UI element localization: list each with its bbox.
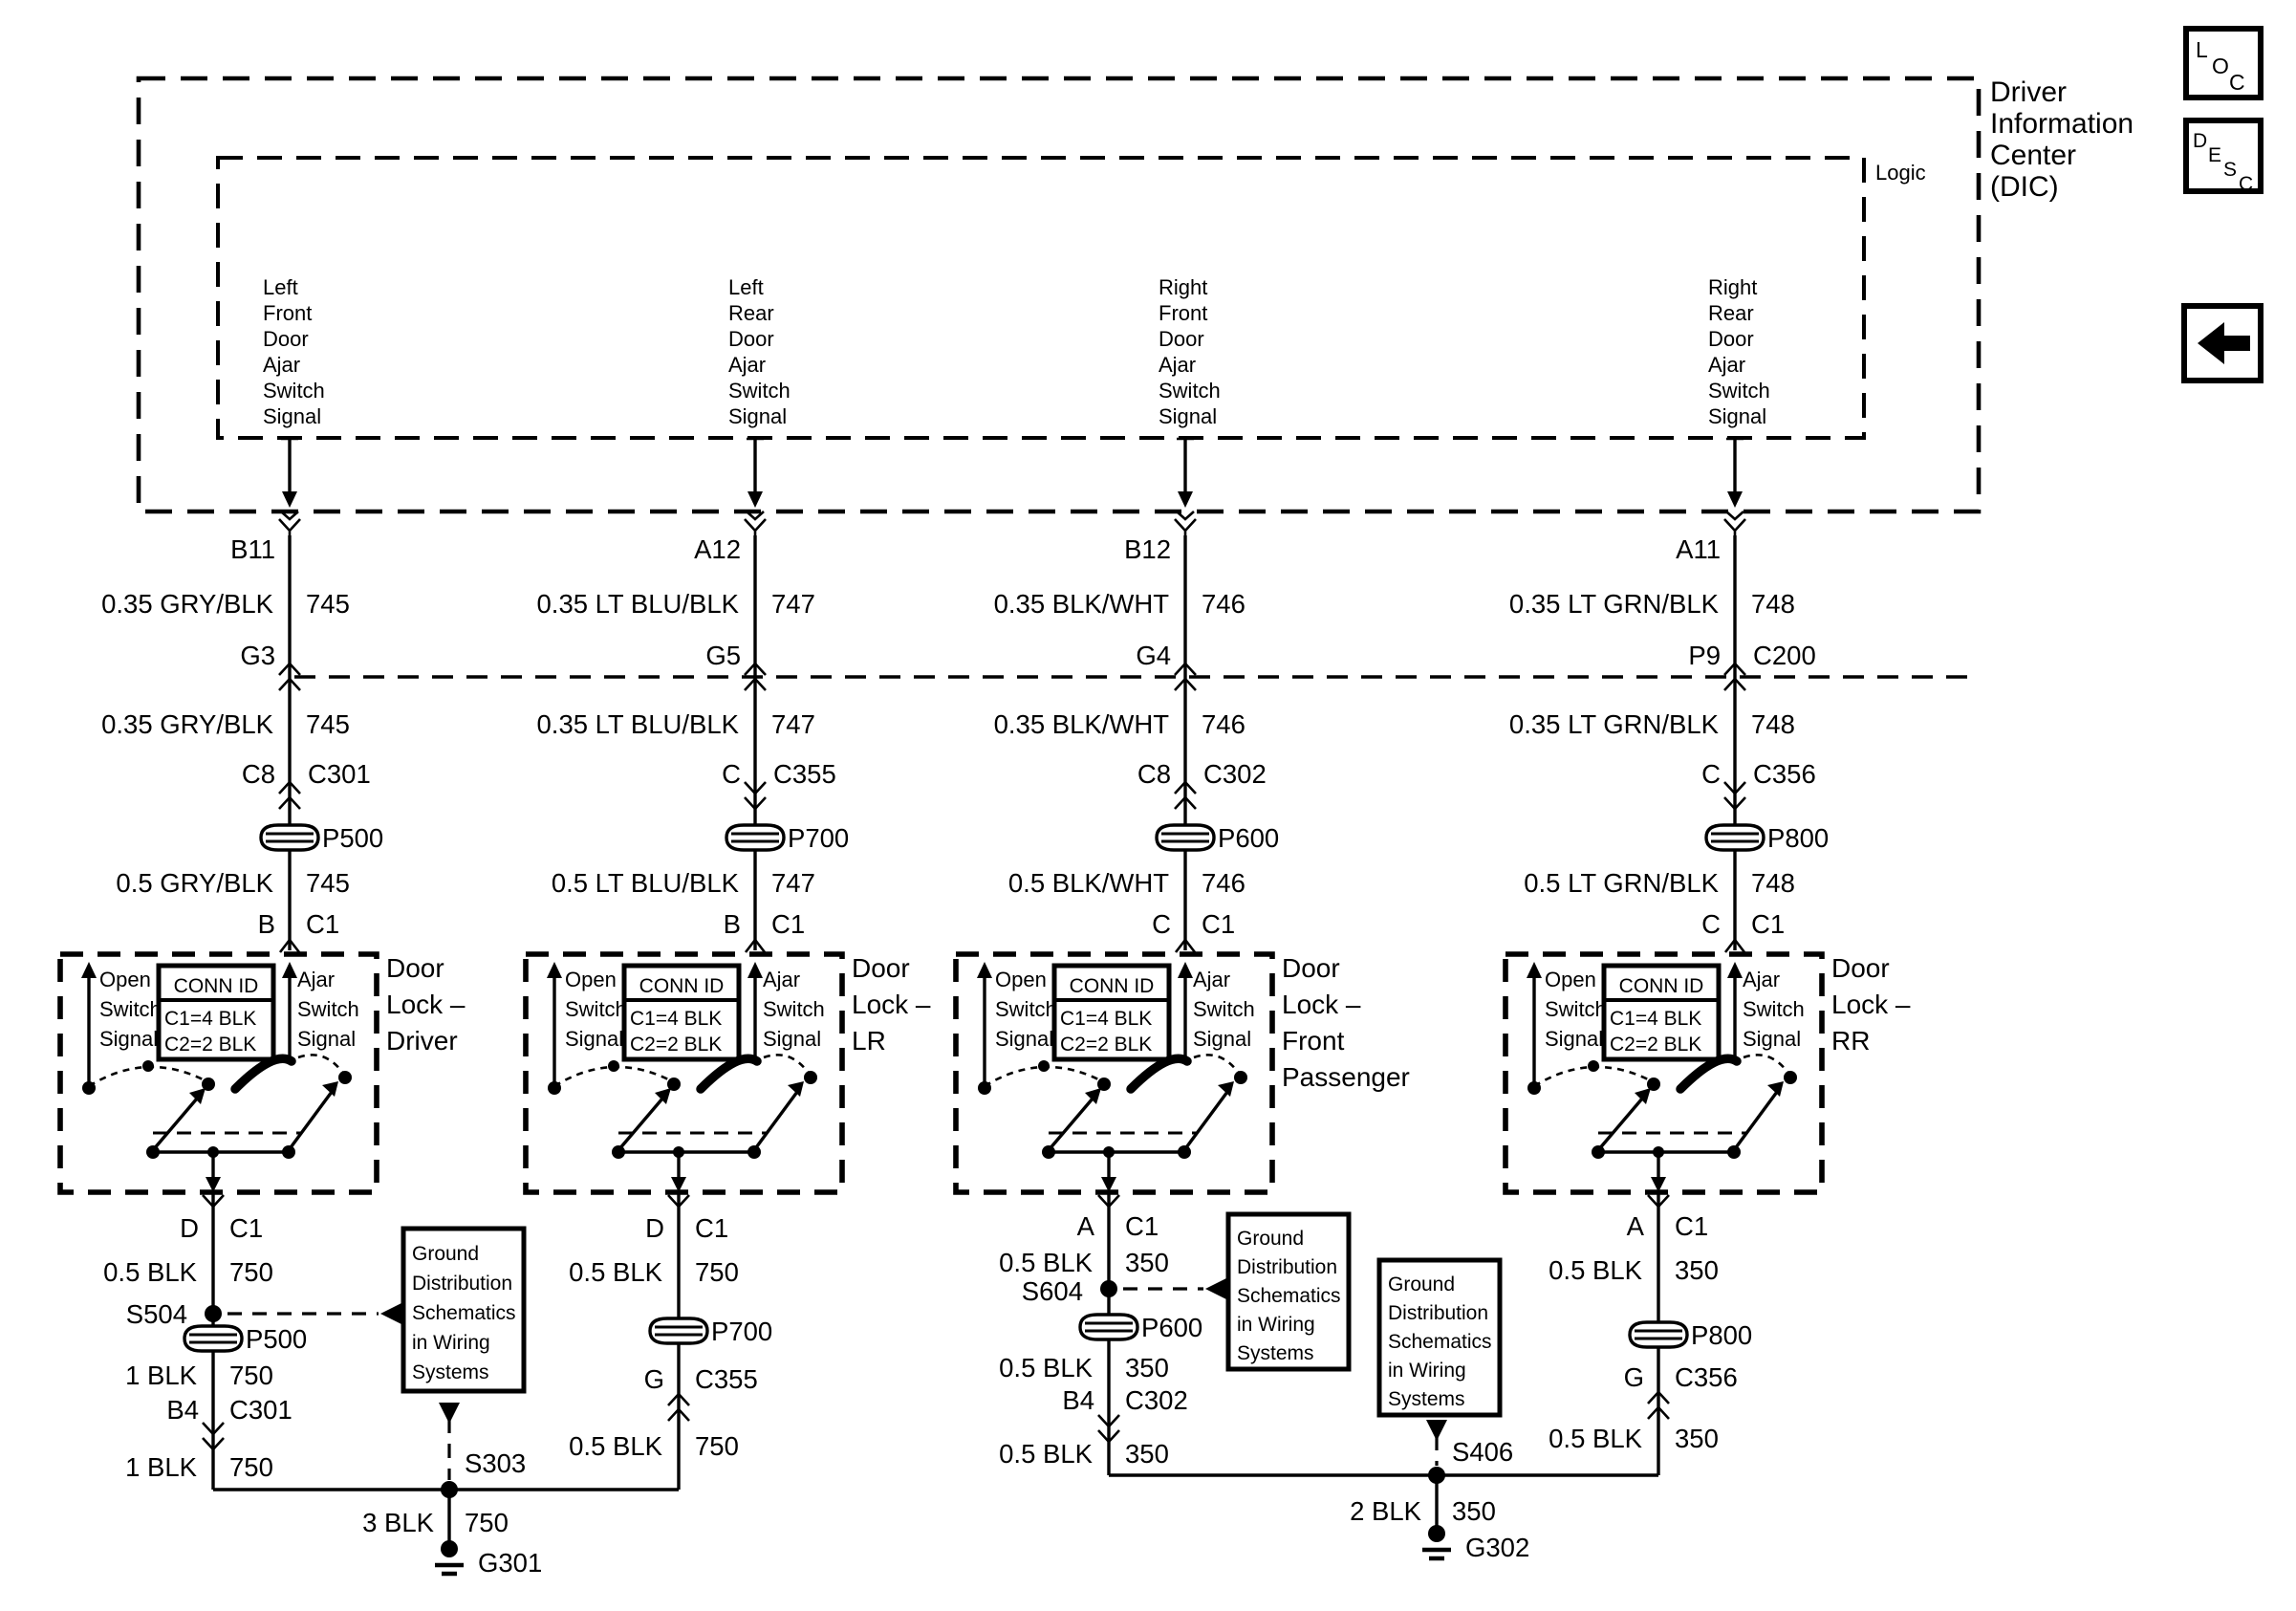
svg-text:Signal: Signal [1159, 404, 1218, 428]
splice-dot [1100, 1280, 1117, 1297]
circuit-label: 350 [1125, 1248, 1169, 1277]
wire-color-label: 1 BLK [125, 1452, 197, 1482]
circuit-label: 746 [1202, 709, 1245, 739]
svg-text:Passenger: Passenger [1282, 1062, 1410, 1092]
svg-text:Switch: Switch [1708, 379, 1770, 403]
pin-label: C8 [1137, 759, 1171, 789]
pass-through-grommet-icon [1157, 825, 1214, 850]
pin-label: C [1701, 759, 1721, 789]
svg-text:Signal: Signal [1708, 404, 1767, 428]
circuit-label: 350 [1675, 1424, 1719, 1453]
svg-text:Signal: Signal [99, 1027, 159, 1051]
connector-label: C1 [1125, 1211, 1159, 1241]
dic-title-line: Information [1990, 108, 2134, 140]
connector-label: C355 [773, 759, 836, 789]
connector-label: C200 [1753, 641, 1816, 670]
svg-text:in Wiring: in Wiring [412, 1332, 490, 1354]
connector-label: C1 [771, 909, 806, 939]
svg-text:Signal: Signal [1743, 1027, 1802, 1051]
svg-text:Ground: Ground [412, 1243, 480, 1265]
circuit-label: 748 [1751, 709, 1795, 739]
svg-text:Left: Left [263, 275, 298, 299]
circuit-label: 745 [306, 868, 350, 898]
pin-label: G [1623, 1362, 1644, 1392]
circuit-label: 746 [1202, 589, 1245, 619]
svg-text:Signal: Signal [297, 1027, 357, 1051]
connector-label: C356 [1753, 759, 1816, 789]
loc-letter: C [2229, 70, 2245, 95]
svg-text:Switch: Switch [565, 997, 627, 1021]
wire-color-label: 0.35 BLK/WHT [993, 709, 1169, 739]
circuit-label: 745 [306, 589, 350, 619]
svg-text:Ajar: Ajar [263, 353, 301, 377]
circuit-label: 748 [1751, 868, 1795, 898]
svg-text:LR: LR [852, 1026, 886, 1056]
svg-text:Ajar: Ajar [728, 353, 767, 377]
svg-text:Open: Open [565, 968, 617, 991]
connector-label: C1 [1202, 909, 1236, 939]
connid-table [1604, 966, 1719, 1059]
connid-title: CONN ID [639, 975, 725, 997]
connector-label: C355 [695, 1364, 758, 1394]
circuit-label: 747 [771, 709, 815, 739]
connector-label: C301 [229, 1395, 292, 1425]
svg-text:Signal: Signal [763, 1027, 822, 1051]
circuit-label: 748 [1751, 589, 1795, 619]
circuit-label: 746 [1202, 868, 1245, 898]
svg-text:Ajar: Ajar [763, 968, 801, 991]
svg-text:Schematics: Schematics [412, 1302, 516, 1324]
pass-through-grommet-icon [1706, 825, 1764, 850]
pin-label: A12 [694, 534, 741, 564]
pin-label: A11 [1676, 534, 1721, 564]
pin-label: C8 [241, 759, 275, 789]
svg-text:Switch: Switch [99, 997, 162, 1021]
svg-text:Ground: Ground [1237, 1228, 1305, 1250]
circuit-label: 750 [465, 1508, 509, 1537]
pin-label: B11 [230, 534, 275, 564]
desc-letter: S [2223, 159, 2238, 181]
pin-label: G3 [240, 641, 275, 670]
svg-text:Systems: Systems [1237, 1342, 1314, 1364]
svg-text:Schematics: Schematics [1388, 1331, 1492, 1353]
svg-text:Systems: Systems [412, 1361, 489, 1383]
circuit-label: 745 [306, 709, 350, 739]
svg-text:Left: Left [728, 275, 764, 299]
svg-text:Switch: Switch [763, 997, 825, 1021]
wire-color-label: 0.5 BLK/WHT [1007, 868, 1169, 898]
pin-label: P9 [1688, 641, 1721, 670]
svg-text:Signal: Signal [565, 1027, 624, 1051]
grommet-label: P800 [1767, 823, 1830, 853]
svg-text:Ajar: Ajar [1159, 353, 1197, 377]
desc-letter: D [2193, 130, 2208, 152]
wire-color-label: 0.5 BLK [569, 1431, 662, 1461]
svg-text:Systems: Systems [1388, 1388, 1465, 1410]
svg-text:Door: Door [263, 327, 309, 351]
pin-label: A [1626, 1211, 1644, 1241]
svg-text:Open: Open [995, 968, 1047, 991]
wire-color-label: 0.35 LT BLU/BLK [536, 709, 739, 739]
svg-text:Front: Front [1159, 301, 1208, 325]
svg-text:Ajar: Ajar [297, 968, 336, 991]
splice-dot [205, 1305, 222, 1322]
svg-text:Distribution: Distribution [1237, 1256, 1338, 1278]
pin-label: B [723, 909, 741, 939]
pin-label: B4 [166, 1395, 199, 1425]
pin-label: D [645, 1213, 664, 1243]
connid-row: C2=2 BLK [1610, 1034, 1702, 1056]
connector-label: C356 [1675, 1362, 1738, 1392]
svg-text:Door: Door [1159, 327, 1204, 351]
svg-text:in Wiring: in Wiring [1388, 1360, 1466, 1382]
wire-color-label: 0.35 LT GRN/BLK [1508, 589, 1719, 619]
connector-label: C302 [1125, 1385, 1188, 1415]
svg-text:Driver: Driver [386, 1026, 458, 1056]
connector-label: C1 [1751, 909, 1786, 939]
circuit-label: 350 [1675, 1255, 1719, 1285]
circuit-label: 750 [229, 1257, 273, 1287]
connid-row: C1=4 BLK [1610, 1008, 1702, 1030]
wire-color-label: 0.35 GRY/BLK [101, 589, 273, 619]
svg-text:Switch: Switch [263, 379, 325, 403]
grommet-label: P600 [1218, 823, 1280, 853]
circuit-label: 750 [229, 1361, 273, 1390]
wire-color-label: 0.5 BLK [1549, 1424, 1642, 1453]
svg-text:Signal: Signal [1193, 1027, 1252, 1051]
pin-label: B4 [1062, 1385, 1094, 1415]
svg-text:Ajar: Ajar [1193, 968, 1231, 991]
circuit-label: 350 [1125, 1353, 1169, 1382]
connid-title: CONN ID [173, 975, 259, 997]
svg-text:Distribution: Distribution [412, 1273, 513, 1295]
svg-text:Distribution: Distribution [1388, 1302, 1489, 1324]
dic-title-line: Driver [1990, 76, 2067, 108]
connid-row: C1=4 BLK [630, 1008, 723, 1030]
wire-color-label: 0.5 BLK [999, 1353, 1093, 1382]
wire-color-label: 1 BLK [125, 1361, 197, 1390]
ground-label: G301 [478, 1548, 543, 1578]
connid-row: C1=4 BLK [164, 1008, 257, 1030]
svg-text:Right: Right [1159, 275, 1208, 299]
svg-text:Door: Door [386, 953, 444, 983]
pin-label: G [643, 1364, 664, 1394]
svg-text:Door: Door [728, 327, 774, 351]
svg-text:Switch: Switch [1545, 997, 1607, 1021]
svg-text:Signal: Signal [995, 1027, 1054, 1051]
pin-label: G4 [1136, 641, 1171, 670]
grommet-label: P800 [1691, 1320, 1753, 1350]
connector-label: C302 [1203, 759, 1267, 789]
svg-text:Switch: Switch [1743, 997, 1805, 1021]
grommet-label: P500 [322, 823, 384, 853]
wire-color-label: 0.5 BLK [569, 1257, 662, 1287]
pin-label: B [257, 909, 275, 939]
pass-through-grommet-icon [650, 1318, 707, 1343]
connid-table [159, 966, 273, 1059]
svg-text:Open: Open [99, 968, 151, 991]
dic-title-line: Center [1990, 140, 2077, 171]
wire-color-label: 0.35 LT GRN/BLK [1508, 709, 1719, 739]
circuit-label: 747 [771, 868, 815, 898]
circuit-label: 747 [771, 589, 815, 619]
wire-color-label: 0.5 BLK [103, 1257, 197, 1287]
loc-letter: L [2196, 37, 2208, 62]
wire-color-label: 2 BLK [1350, 1496, 1421, 1526]
pass-through-grommet-icon [1080, 1315, 1137, 1339]
grommet-label: P600 [1141, 1313, 1203, 1342]
ground-label: G302 [1465, 1533, 1530, 1562]
svg-text:Door: Door [1708, 327, 1754, 351]
circuit-label: 750 [229, 1452, 273, 1482]
grommet-label: P700 [788, 823, 850, 853]
pin-label: A [1076, 1211, 1094, 1241]
svg-text:Door: Door [852, 953, 910, 983]
pin-label: B12 [1124, 534, 1171, 564]
svg-text:Lock –: Lock – [852, 990, 931, 1019]
circuit-label: 750 [695, 1257, 739, 1287]
connector-label: C1 [306, 909, 340, 939]
pass-through-grommet-icon [184, 1326, 242, 1351]
wire-color-label: 0.5 BLK [999, 1439, 1093, 1469]
circuit-label: 750 [695, 1431, 739, 1461]
svg-text:Signal: Signal [1545, 1027, 1604, 1051]
svg-text:Switch: Switch [297, 997, 359, 1021]
svg-text:Ajar: Ajar [1743, 968, 1781, 991]
wire-color-label: 0.5 LT BLU/BLK [551, 868, 739, 898]
pass-through-grommet-icon [726, 825, 784, 850]
dic-title-line: (DIC) [1990, 171, 2059, 203]
svg-text:Schematics: Schematics [1237, 1285, 1341, 1307]
loc-letter: O [2212, 54, 2229, 78]
pin-label: D [180, 1213, 199, 1243]
svg-text:Rear: Rear [1708, 301, 1754, 325]
svg-text:Lock –: Lock – [1831, 990, 1911, 1019]
connid-row: C2=2 BLK [630, 1034, 723, 1056]
connid-row: C1=4 BLK [1060, 1008, 1153, 1030]
grommet-label: P500 [246, 1324, 308, 1354]
circuit-label: 350 [1452, 1496, 1496, 1526]
svg-text:Signal: Signal [263, 404, 322, 428]
connid-title: CONN ID [1618, 975, 1704, 997]
logic-label: Logic [1875, 161, 1926, 185]
connid-title: CONN ID [1069, 975, 1155, 997]
svg-text:Door: Door [1831, 953, 1890, 983]
desc-letter: C [2239, 173, 2254, 195]
pin-label: G5 [705, 641, 741, 670]
connector-label: C1 [229, 1213, 264, 1243]
svg-text:Lock –: Lock – [386, 990, 466, 1019]
connid-row: C2=2 BLK [1060, 1034, 1153, 1056]
svg-text:Rear: Rear [728, 301, 774, 325]
connid-table [624, 966, 739, 1059]
svg-text:Door: Door [1282, 953, 1340, 983]
connector-label: C1 [695, 1213, 729, 1243]
wire-color-label: 0.5 GRY/BLK [116, 868, 273, 898]
wire-color-label: 0.35 GRY/BLK [101, 709, 273, 739]
wire-color-label: 3 BLK [362, 1508, 434, 1537]
wire-color-label: 0.35 LT BLU/BLK [536, 589, 739, 619]
svg-text:Right: Right [1708, 275, 1758, 299]
svg-text:Switch: Switch [1193, 997, 1255, 1021]
svg-text:RR: RR [1831, 1026, 1871, 1056]
connector-label: C1 [1675, 1211, 1709, 1241]
svg-text:Open: Open [1545, 968, 1596, 991]
wire-color-label: 0.35 BLK/WHT [993, 589, 1169, 619]
svg-text:Switch: Switch [728, 379, 791, 403]
grommet-label: P700 [711, 1317, 773, 1346]
desc-letter: E [2208, 144, 2222, 166]
wire-color-label: 0.5 LT GRN/BLK [1524, 868, 1719, 898]
pin-label: C [722, 759, 741, 789]
pin-label: C [1152, 909, 1171, 939]
svg-text:Front: Front [1282, 1026, 1345, 1056]
pin-label: C [1701, 909, 1721, 939]
connector-label: C301 [308, 759, 371, 789]
connid-table [1054, 966, 1169, 1059]
svg-text:Signal: Signal [728, 404, 788, 428]
svg-text:Front: Front [263, 301, 313, 325]
svg-text:Switch: Switch [1159, 379, 1221, 403]
pass-through-grommet-icon [261, 825, 318, 850]
splice-label: S406 [1452, 1437, 1514, 1467]
wire-color-label: 0.5 BLK [1549, 1255, 1642, 1285]
splice-label: S504 [125, 1299, 187, 1329]
svg-text:Ajar: Ajar [1708, 353, 1746, 377]
svg-text:in Wiring: in Wiring [1237, 1314, 1315, 1336]
pass-through-grommet-icon [1630, 1322, 1687, 1347]
svg-text:Ground: Ground [1388, 1274, 1456, 1295]
circuit-label: 350 [1125, 1439, 1169, 1469]
svg-text:Switch: Switch [995, 997, 1057, 1021]
svg-text:Lock –: Lock – [1282, 990, 1361, 1019]
splice-label: S303 [465, 1448, 527, 1478]
splice-label: S604 [1021, 1276, 1083, 1306]
connid-row: C2=2 BLK [164, 1034, 257, 1056]
wire-color-label: 0.5 BLK [999, 1248, 1093, 1277]
